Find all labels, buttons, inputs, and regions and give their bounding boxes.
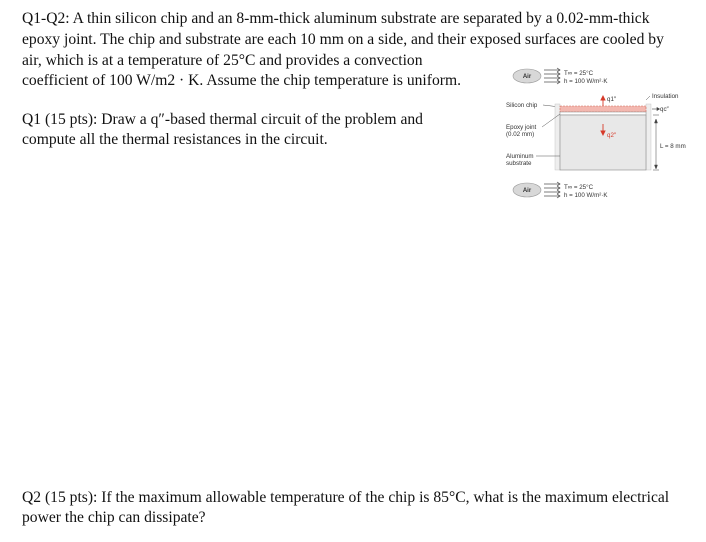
insulation-right	[646, 104, 651, 170]
q1-line-2: compute all the thermal resistances in the circuit.	[22, 131, 328, 148]
thickness-dimension-icon	[653, 115, 659, 170]
air-flow-bottom-icon	[544, 182, 560, 198]
intro-line-3: air, which is at a temperature of 25°C and provides a convection	[22, 52, 423, 69]
q2-line-2: power the chip can dissipate?	[22, 509, 206, 526]
insulation-label: Insulation	[652, 93, 679, 100]
silicon-chip-label: Silicon chip	[506, 102, 538, 109]
air-top-label: Air	[522, 74, 532, 80]
substrate-label: substrate	[506, 160, 532, 167]
aluminum-label: Aluminum	[506, 153, 534, 160]
epoxy-joint-layer	[560, 112, 646, 115]
air-flow-top-icon	[544, 68, 560, 84]
intro-line-2: epoxy joint. The chip and substrate are each 10 mm on a side, and their exposed surfaces are cooled by	[22, 31, 664, 48]
q1-label: q1″	[607, 96, 617, 103]
epoxy-thickness-label: (0.02 mm)	[506, 131, 535, 138]
insulation-left	[555, 104, 560, 170]
tinf-bottom-label: T∞ = 25°C	[564, 184, 594, 191]
intro-line-1: Q1-Q2: A thin silicon chip and an 8-mm-thick aluminum substrate are separated by a 0.02-mm-thick	[22, 10, 650, 27]
aluminum-substrate-layer	[560, 115, 646, 170]
chip-substrate-figure	[500, 64, 700, 224]
qc-arrow-icon	[652, 108, 660, 111]
intro-line-4: coefficient of 100 W/m2 · K. Assume the chip temperature is uniform.	[22, 72, 461, 89]
qc-label: qc″	[660, 106, 669, 113]
silicon-chip-layer	[560, 106, 646, 112]
q2-label: q2″	[607, 132, 617, 139]
h-bottom-label: h = 100 W/m²·K	[564, 192, 608, 199]
air-bottom-label: Air	[522, 188, 532, 194]
tinf-top-label: T∞ = 25°C	[564, 70, 594, 77]
insulation-leader	[646, 96, 650, 100]
q2-line-1: Q2 (15 pts): If the maximum allowable temperature of the chip is 85°C, what is the maximum electrical	[22, 489, 670, 506]
thickness-label: L = 8 mm	[660, 143, 686, 150]
epoxy-joint-label: Epoxy joint	[506, 124, 537, 131]
h-top-label: h = 100 W/m²·K	[564, 78, 608, 85]
q1-arrow-icon	[601, 96, 605, 106]
q1-line-1: Q1 (15 pts): Draw a q″-based thermal circuit of the problem and	[22, 111, 423, 128]
